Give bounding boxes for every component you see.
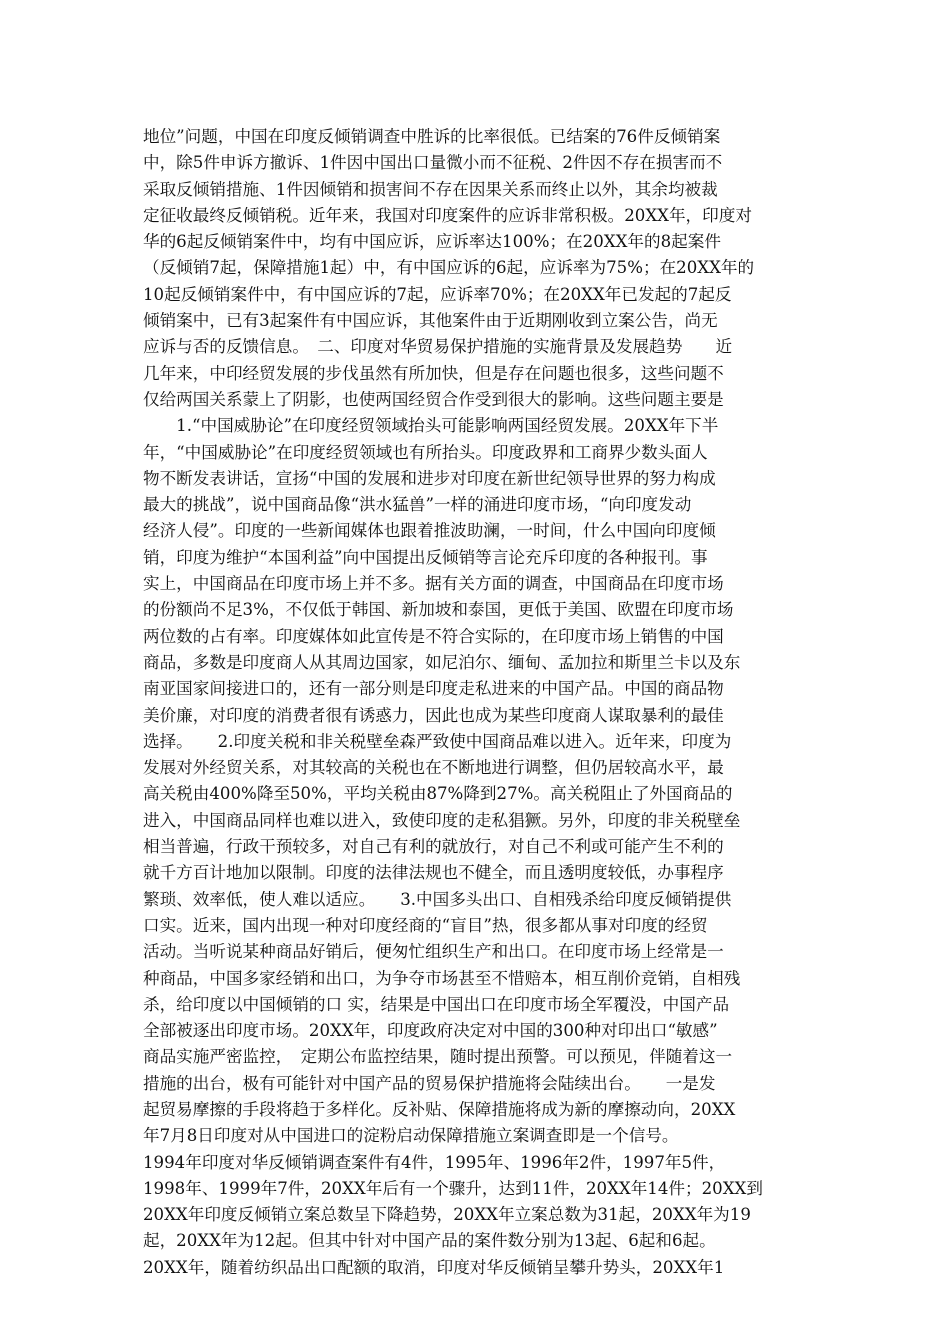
text-line-24: 选择。 2.印度关税和非关税壁垒森严致使中国商品难以进入。近年来，印度为 [143, 731, 732, 751]
text-line-10: 几年来，中印经贸发展的步伐虽然有所加快，但是存在问题也很多，这些问题不 [143, 363, 724, 383]
text-line-42: 20XX年印度反倾销立案总数呈下降趋势，20XX年立案总数为31起，20XX年为19 [143, 1205, 751, 1225]
text-line-6: （反倾销7起，保障措施1起）中，有中国应诉的6起，应诉率为75%；在20XX年的 [143, 258, 755, 278]
text-line-8: 倾销案中，已有3起案件有中国应诉，其他案件由于近期刚收到立案公告，尚无 [143, 311, 718, 331]
text-line-40: 1994年印度对华反倾销调查案件有4件，1995年、1996年2件，1997年5件， [143, 1152, 726, 1172]
text-line-7: 10起反倾销案件中，有中国应诉的7起，应诉率70%；在20XX年已发起的7起反 [143, 284, 732, 304]
text-line-26: 高关税由400%降至50%，平均关税由87%降到27%。高关税阻止了外国商品的 [143, 784, 733, 804]
text-line-27: 进入，中国商品同样也难以进入，致使印度的走私猖獗。另外，印度的非关税壁垒 [143, 810, 741, 830]
text-line-3: 采取反倾销措施、1件因倾销和损害间不存在因果关系而终止以外，其余均被裁 [143, 179, 718, 199]
text-line-22: 南亚国家间接进口的，还有一部分则是印度走私进来的中国产品。中国的商品物 [143, 679, 724, 699]
text-line-44: 20XX年，随着纺织品出口配额的取消，印度对华反倾销呈攀升势头，20XX年1 [143, 1257, 725, 1277]
text-line-34: 杀，给印度以中国倾销的口 实，结果是中国出口在印度市场全军覆没，中国产品 [143, 994, 730, 1014]
text-line-17: 销，印度为维护“本国利益”向中国提出反倾销等言论充斥印度的各种报刊。事 [143, 547, 708, 567]
text-line-39: 年7月8日印度对从中国进口的淀粉启动保障措施立案调查即是一个信号。 [143, 1126, 679, 1146]
text-line-25: 发展对外经贸关系，对其较高的关税也在不断地进行调整，但仍居较高水平，最 [143, 758, 724, 778]
text-line-41: 1998年、1999年7件，20XX年后有一个骤升，达到11件，20XX年14件；20XX到 [143, 1178, 763, 1198]
text-line-9: 应诉与否的反馈信息。 二、印度对华贸易保护措施的实施背景及发展趋势 近 [143, 337, 733, 357]
text-line-2: 中，除5件申诉方撤诉、1件因中国出口量微小而不征税、2件因不存在损害而不 [143, 153, 723, 173]
text-line-29: 就千方百计地加以限制。印度的法律法规也不健全，而且透明度较低，办事程序 [143, 863, 724, 883]
body-text [143, 124, 823, 1281]
text-line-12: 1.“中国威胁论”在印度经贸领域抬头可能影响两国经贸发展。20XX年下半 [143, 416, 719, 436]
text-line-18: 实上，中国商品在印度市场上并不多。据有关方面的调查，中国商品在印度市场 [143, 574, 724, 594]
text-line-16: 经济人侵”。印度的一些新闻媒体也跟着推波助澜，一时间，什么中国向印度倾 [143, 521, 716, 541]
text-line-1: 地位”问题，中国在印度反倾销调查中胜诉的比率很低。已结案的76件反倾销案 [143, 127, 721, 146]
text-line-4: 定征收最终反倾销税。近年来，我国对印度案件的应诉非常积极。20XX年，印度对 [143, 205, 752, 225]
text-line-31: 口实。近来，国内出现一种对印度经商的“盲目”热，很多都从事对印度的经贸 [143, 915, 708, 935]
text-line-30: 繁琐、效率低，使人难以适应。 3.中国多头出口、自相残杀给印度反倾销提供 [143, 889, 732, 909]
text-line-33: 种商品，中国多家经销和出口，为争夺市场甚至不惜赔本，相互削价竞销，自相残 [143, 968, 741, 988]
text-line-37: 措施的出台，极有可能针对中国产品的贸易保护措施将会陆续出台。 一是发 [143, 1073, 716, 1093]
text-line-11: 仅给两国关系蒙上了阴影，也使两国经贸合作受到很大的影响。这些问题主要是 [143, 389, 724, 409]
text-line-19: 的份额尚不足3%，不仅低于韩国、新加坡和泰国，更低于美国、欧盟在印度市场 [143, 600, 734, 620]
text-line-28: 相当普遍，行政干预较多，对自己有利的就放行，对自己不利或可能产生不利的 [143, 837, 724, 857]
text-line-23: 美价廉，对印度的消费者很有诱惑力，因此也成为某些印度商人谋取暴利的最佳 [143, 705, 724, 725]
text-line-38: 起贸易摩擦的手段将趋于多样化。反补贴、保障措施将成为新的摩擦动向，20XX [143, 1099, 736, 1119]
text-line-14: 物不断发表讲话，宣扬“中国的发展和进步对印度在新世纪领导世界的努力构成 [143, 468, 716, 488]
text-line-13: 年，“中国威胁论”在印度经贸领域也有所抬头。印度政界和工商界少数头面人 [143, 442, 708, 462]
text-line-20: 两位数的占有率。印度媒体如此宣传是不符合实际的，在印度市场上销售的中国 [143, 626, 724, 646]
text-line-32: 活动。当听说某种商品好销后，便匆忙组织生产和出口。在印度市场上经常是一 [143, 942, 724, 962]
text-line-15: 最大的挑战”，说中国商品像“洪水猛兽”一样的涌进印度市场，“向印度发动 [143, 495, 692, 515]
text-line-43: 起，20XX年为12起。但其中针对中国产品的案件数分别为13起、6起和6起。 [143, 1231, 716, 1251]
text-line-36: 商品实施严密监控， 定期公布监控结果，随时提出预警。可以预见，伴随着这一 [143, 1047, 733, 1067]
text-line-5: 华的6起反倾销案件中，均有中国应诉，应诉率达100%；在20XX年的8起案件 [143, 232, 721, 252]
text-line-35: 全部被逐出印度市场。20XX年，印度政府决定对中国的300种对印出口“敏感” [143, 1021, 718, 1041]
text-line-21: 商品，多数是印度商人从其周边国家，如尼泊尔、缅甸、孟加拉和斯里兰卡以及东 [143, 652, 741, 672]
